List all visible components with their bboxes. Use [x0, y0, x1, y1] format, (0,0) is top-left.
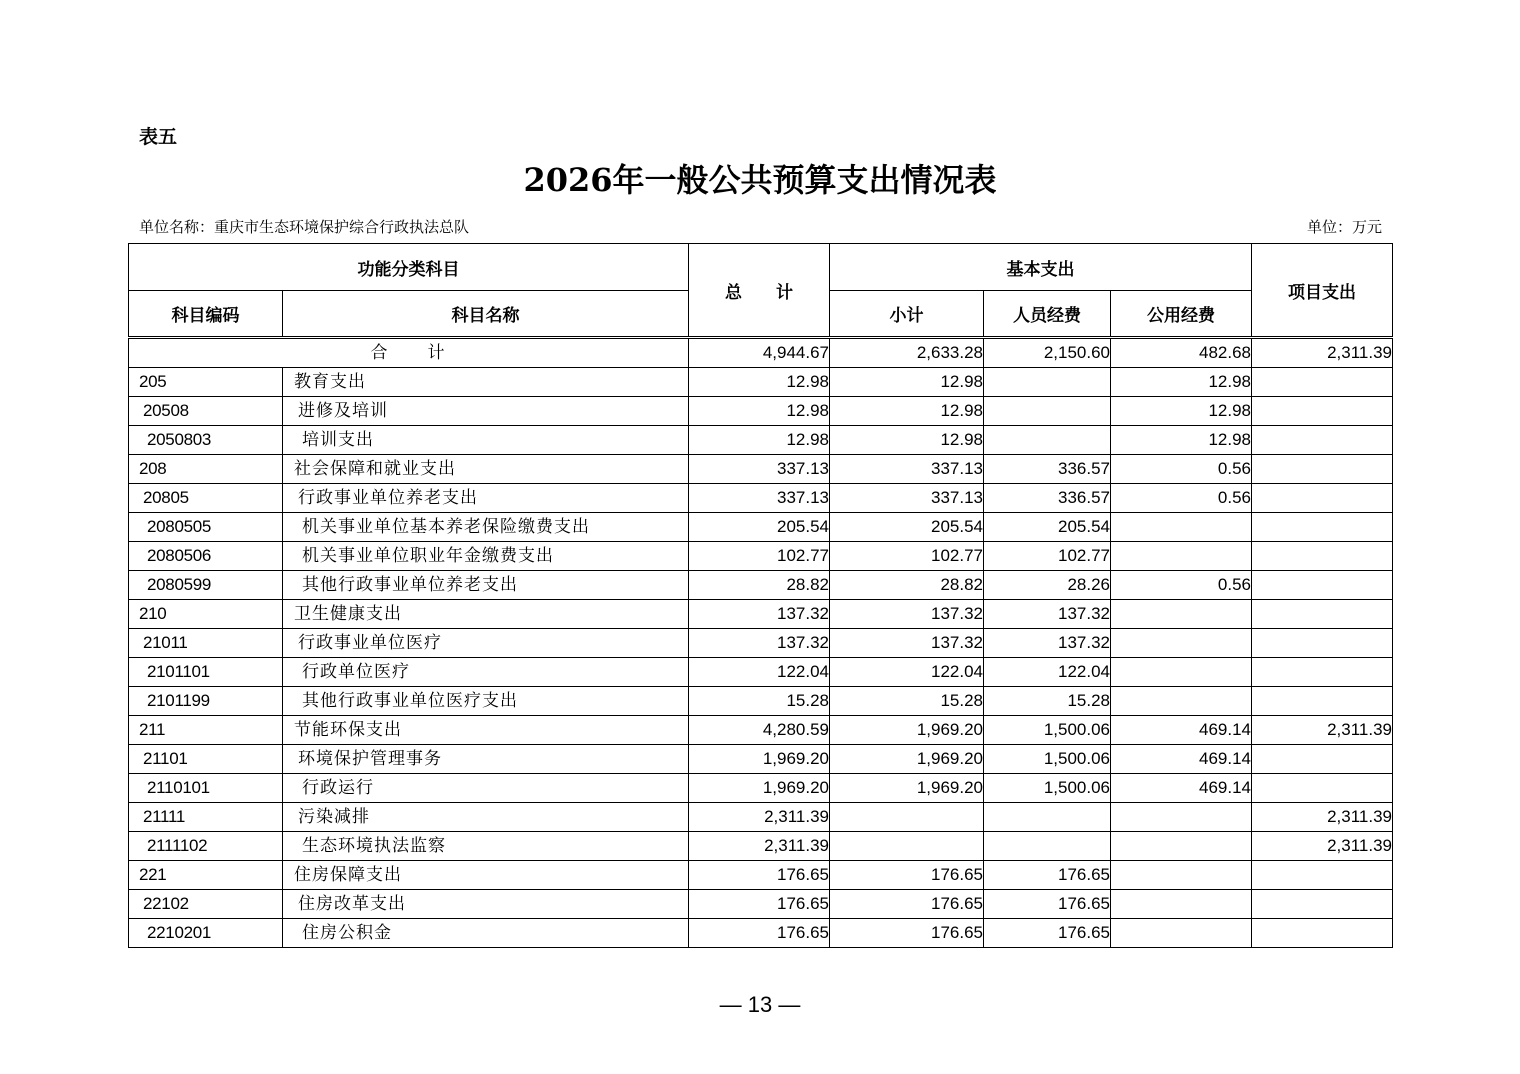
cell-project [1252, 368, 1393, 397]
cell-total: 12.98 [689, 397, 830, 426]
cell-subtotal: 337.13 [830, 484, 984, 513]
cell-project [1252, 426, 1393, 455]
cell-subtotal: 137.32 [830, 629, 984, 658]
subject-code: 2080506 [129, 542, 283, 571]
total-label: 合 计 [129, 338, 689, 368]
subject-code: 20805 [129, 484, 283, 513]
header-public: 公用经费 [1111, 291, 1252, 338]
subject-name: 教育支出 [283, 368, 689, 397]
cell-project: 2,311.39 [1252, 803, 1393, 832]
subject-name: 住房改革支出 [283, 890, 689, 919]
cell-personnel: 28.26 [984, 571, 1111, 600]
budget-table [128, 243, 1393, 948]
cell-personnel: 1,500.06 [984, 774, 1111, 803]
subject-name: 行政事业单位医疗 [283, 629, 689, 658]
cell-public: 12.98 [1111, 426, 1252, 455]
subject-code: 21101 [129, 745, 283, 774]
cell-personnel: 15.28 [984, 687, 1111, 716]
subject-code: 2050803 [129, 426, 283, 455]
cell-personnel: 176.65 [984, 919, 1111, 948]
cell-project [1252, 571, 1393, 600]
page-title: 2026年一般公共预算支出情况表 [523, 161, 997, 199]
header-personnel: 人员经费 [984, 291, 1111, 338]
cell-subtotal: 1,969.20 [830, 774, 984, 803]
cell-subtotal: 12.98 [830, 397, 984, 426]
cell-total: 12.98 [689, 368, 830, 397]
subject-name: 节能环保支出 [283, 716, 689, 745]
table-row [129, 861, 1393, 890]
subject-name: 机关事业单位职业年金缴费支出 [283, 542, 689, 571]
cell-project [1252, 600, 1393, 629]
cell-public [1111, 600, 1252, 629]
cell-total: 176.65 [689, 861, 830, 890]
cell-project [1252, 455, 1393, 484]
table-row [129, 658, 1393, 687]
cell-public [1111, 919, 1252, 948]
cell-public [1111, 803, 1252, 832]
cell-project [1252, 658, 1393, 687]
cell-project: 2,311.39 [1252, 832, 1393, 861]
header-project: 项目支出 [1252, 244, 1393, 338]
cell-subtotal: 122.04 [830, 658, 984, 687]
header-subtotal: 小计 [830, 291, 984, 338]
cell-public: 469.14 [1111, 745, 1252, 774]
subject-code: 221 [129, 861, 283, 890]
cell-total: 15.28 [689, 687, 830, 716]
table-row [129, 542, 1393, 571]
subject-name: 住房公积金 [283, 919, 689, 948]
total-public: 482.68 [1111, 338, 1252, 368]
cell-subtotal [830, 832, 984, 861]
subject-name: 其他行政事业单位医疗支出 [283, 687, 689, 716]
cell-project [1252, 513, 1393, 542]
subject-name: 住房保障支出 [283, 861, 689, 890]
cell-personnel: 336.57 [984, 455, 1111, 484]
cell-personnel: 205.54 [984, 513, 1111, 542]
unit-label: 单位：万元 [1306, 218, 1382, 236]
cell-total: 1,969.20 [689, 745, 830, 774]
cell-project [1252, 397, 1393, 426]
cell-subtotal: 337.13 [830, 455, 984, 484]
cell-project [1252, 484, 1393, 513]
subject-code: 2080505 [129, 513, 283, 542]
subject-code: 211 [129, 716, 283, 745]
cell-personnel: 176.65 [984, 861, 1111, 890]
table-row [129, 890, 1393, 919]
subject-code: 20508 [129, 397, 283, 426]
header-total: 总 计 [689, 244, 830, 338]
subject-code: 21111 [129, 803, 283, 832]
cell-project: 2,311.39 [1252, 716, 1393, 745]
subject-code: 2110101 [129, 774, 283, 803]
cell-personnel: 137.32 [984, 629, 1111, 658]
cell-total: 4,280.59 [689, 716, 830, 745]
cell-public [1111, 687, 1252, 716]
subject-code: 210 [129, 600, 283, 629]
subject-name: 污染减排 [283, 803, 689, 832]
cell-subtotal: 176.65 [830, 919, 984, 948]
cell-project [1252, 687, 1393, 716]
cell-subtotal: 1,969.20 [830, 745, 984, 774]
cell-public [1111, 629, 1252, 658]
subject-code: 2080599 [129, 571, 283, 600]
cell-total: 102.77 [689, 542, 830, 571]
cell-total: 176.65 [689, 919, 830, 948]
cell-subtotal: 176.65 [830, 861, 984, 890]
header-code: 科目编码 [129, 291, 283, 338]
cell-total: 2,311.39 [689, 832, 830, 861]
cell-project [1252, 542, 1393, 571]
cell-personnel [984, 832, 1111, 861]
cell-total: 337.13 [689, 455, 830, 484]
header-basic: 基本支出 [830, 244, 1252, 291]
cell-subtotal: 12.98 [830, 426, 984, 455]
cell-project [1252, 774, 1393, 803]
cell-subtotal: 28.82 [830, 571, 984, 600]
cell-total: 205.54 [689, 513, 830, 542]
cell-total: 176.65 [689, 890, 830, 919]
cell-personnel: 102.77 [984, 542, 1111, 571]
cell-total: 122.04 [689, 658, 830, 687]
cell-personnel: 137.32 [984, 600, 1111, 629]
cell-subtotal: 205.54 [830, 513, 984, 542]
table-row [129, 774, 1393, 803]
cell-public: 12.98 [1111, 368, 1252, 397]
cell-public: 0.56 [1111, 571, 1252, 600]
cell-personnel [984, 426, 1111, 455]
cell-public [1111, 861, 1252, 890]
cell-personnel: 336.57 [984, 484, 1111, 513]
subject-name: 生态环境执法监察 [283, 832, 689, 861]
cell-public: 0.56 [1111, 484, 1252, 513]
cell-total: 137.32 [689, 600, 830, 629]
cell-public [1111, 542, 1252, 571]
cell-public: 12.98 [1111, 397, 1252, 426]
cell-personnel: 122.04 [984, 658, 1111, 687]
cell-public: 0.56 [1111, 455, 1252, 484]
subject-code: 22102 [129, 890, 283, 919]
table-row [129, 919, 1393, 948]
subject-code: 205 [129, 368, 283, 397]
cell-public: 469.14 [1111, 774, 1252, 803]
cell-project [1252, 890, 1393, 919]
cell-subtotal: 15.28 [830, 687, 984, 716]
table-row [129, 484, 1393, 513]
table-row [129, 368, 1393, 397]
cell-total: 28.82 [689, 571, 830, 600]
cell-personnel: 1,500.06 [984, 716, 1111, 745]
table-row [129, 687, 1393, 716]
cell-project [1252, 745, 1393, 774]
total-subtotal: 2,633.28 [830, 338, 984, 368]
subject-name: 其他行政事业单位养老支出 [283, 571, 689, 600]
table-row [129, 513, 1393, 542]
cell-personnel [984, 368, 1111, 397]
subject-code: 2210201 [129, 919, 283, 948]
total-project: 2,311.39 [1252, 338, 1393, 368]
cell-project [1252, 861, 1393, 890]
subject-name: 行政单位医疗 [283, 658, 689, 687]
total-row [129, 338, 1393, 368]
table-row [129, 397, 1393, 426]
table-row [129, 716, 1393, 745]
cell-personnel: 176.65 [984, 890, 1111, 919]
unit-name: 单位名称：重庆市生态环境保护综合行政执法总队 [139, 218, 470, 236]
subject-name: 卫生健康支出 [283, 600, 689, 629]
cell-project [1252, 629, 1393, 658]
meta-row [139, 216, 1382, 238]
table-row [129, 600, 1393, 629]
page-number: — 13 — [719, 992, 801, 1017]
cell-public [1111, 832, 1252, 861]
cell-subtotal: 1,969.20 [830, 716, 984, 745]
cell-personnel [984, 803, 1111, 832]
cell-subtotal: 102.77 [830, 542, 984, 571]
subject-name: 行政运行 [283, 774, 689, 803]
cell-personnel: 1,500.06 [984, 745, 1111, 774]
subject-name: 机关事业单位基本养老保险缴费支出 [283, 513, 689, 542]
table-row [129, 803, 1393, 832]
table-row [129, 832, 1393, 861]
header-name: 科目名称 [283, 291, 689, 338]
subject-name: 行政事业单位养老支出 [283, 484, 689, 513]
cell-total: 2,311.39 [689, 803, 830, 832]
total-personnel: 2,150.60 [984, 338, 1111, 368]
cell-subtotal: 12.98 [830, 368, 984, 397]
table-row [129, 745, 1393, 774]
table-row [129, 629, 1393, 658]
cell-public [1111, 658, 1252, 687]
table-row [129, 571, 1393, 600]
subject-code: 2101199 [129, 687, 283, 716]
total-total: 4,944.67 [689, 338, 830, 368]
cell-public [1111, 513, 1252, 542]
subject-name: 培训支出 [283, 426, 689, 455]
subject-name: 环境保护管理事务 [283, 745, 689, 774]
cell-project [1252, 919, 1393, 948]
subject-code: 208 [129, 455, 283, 484]
header-func-class: 功能分类科目 [129, 244, 689, 291]
table-label: 表五 [139, 127, 178, 148]
cell-total: 1,969.20 [689, 774, 830, 803]
subject-code: 2101101 [129, 658, 283, 687]
cell-subtotal: 176.65 [830, 890, 984, 919]
subject-code: 2111102 [129, 832, 283, 861]
subject-name: 进修及培训 [283, 397, 689, 426]
table-row [129, 426, 1393, 455]
table-row [129, 455, 1393, 484]
subject-name: 社会保障和就业支出 [283, 455, 689, 484]
cell-subtotal [830, 803, 984, 832]
cell-public [1111, 890, 1252, 919]
cell-public: 469.14 [1111, 716, 1252, 745]
cell-personnel [984, 397, 1111, 426]
cell-total: 12.98 [689, 426, 830, 455]
subject-code: 21011 [129, 629, 283, 658]
cell-subtotal: 137.32 [830, 600, 984, 629]
cell-total: 137.32 [689, 629, 830, 658]
cell-total: 337.13 [689, 484, 830, 513]
